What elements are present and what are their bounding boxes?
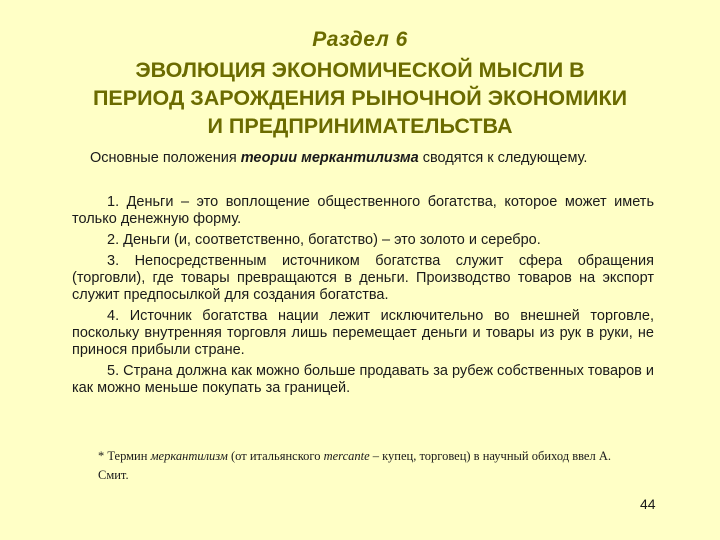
footnote — [98, 447, 638, 485]
principles-list — [72, 194, 654, 401]
footnote-part: * Термин — [98, 449, 151, 463]
intro-before: Основные положения — [90, 150, 241, 166]
title-line-2: ПЕРИОД ЗАРОЖДЕНИЯ РЫНОЧНОЙ ЭКОНОМИКИ — [92, 86, 628, 110]
slide-title — [30, 56, 690, 140]
footnote-part: – купец, торговец) в научный обиход ввел А. Смит. — [98, 449, 611, 482]
title-line-1: ЭВОЛЮЦИЯ ЭКОНОМИЧЕСКОЙ МЫСЛИ В — [135, 58, 585, 82]
footnote-term: меркантилизм — [150, 449, 228, 463]
title-line-3: И ПРЕДПРИНИМАТЕЛЬСТВА — [207, 114, 513, 138]
intro-text — [90, 150, 690, 166]
list-item: 2. Деньги (и, соответственно, богатство) – это золото и серебро. — [107, 232, 541, 248]
list-item: 3. Непосредственным источником богатства служит сфера обращения (торговли), где товары превращаются в деньги. Производство товаров на экспорт служит предпосылкой для создания богатства. — [72, 253, 654, 303]
footnote-word: mercante — [323, 449, 370, 463]
list-item: 5. Страна должна как можно больше продавать за рубеж собственных товаров и как можно меньше покупать за границей. — [72, 363, 654, 396]
list-item: 4. Источник богатства нации лежит исключительно во внешней торговле, поскольку внутренняя торговля лишь перемещает деньги и товары из рук в руки, не принося прибыли стране. — [72, 308, 654, 358]
page-number: 44 — [640, 496, 656, 512]
list-item: 1. Деньги – это воплощение общественного богатства, которое может иметь только денежную форму. — [72, 194, 654, 227]
intro-after: сводятся к следующему. — [418, 150, 588, 166]
footnote-part: (от итальянского — [227, 449, 324, 463]
section-heading: Раздел 6 — [312, 28, 408, 51]
intro-term: теории меркантилизма — [240, 150, 419, 166]
